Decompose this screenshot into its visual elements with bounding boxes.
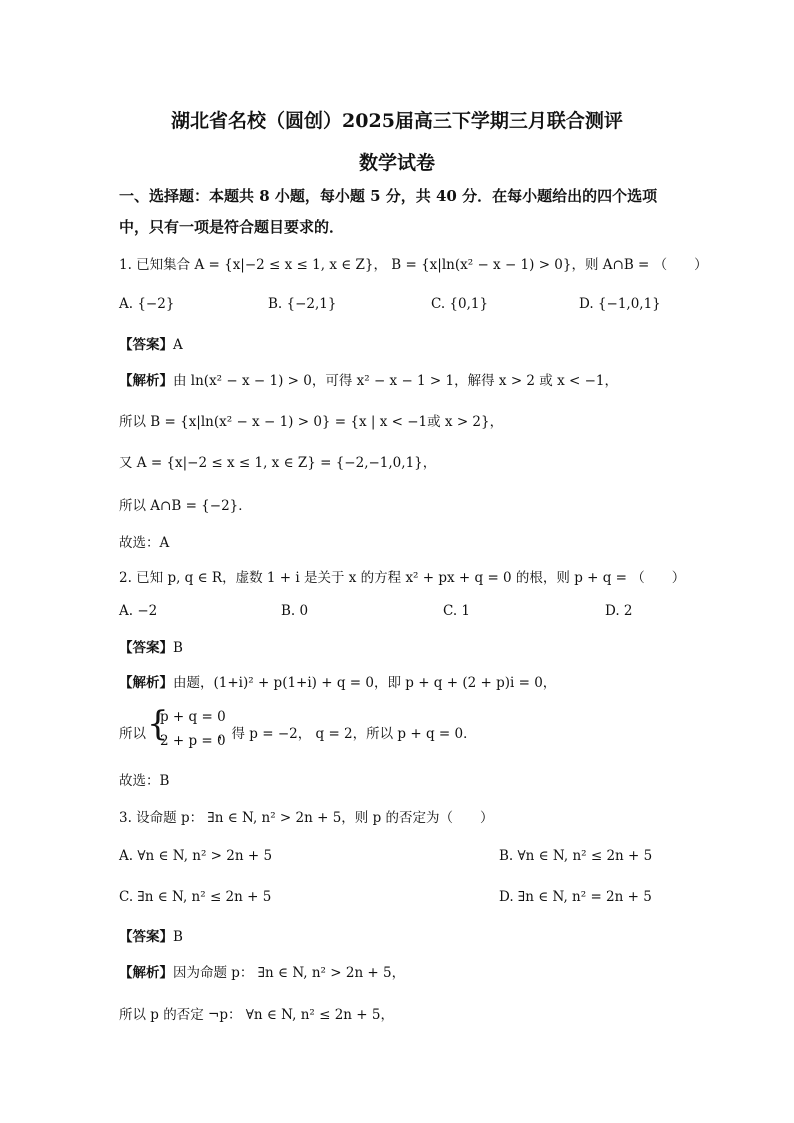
q3-analysis-line2: 所以 p 的否定 ¬p： ∀n ∈ N, n² ≤ 2n + 5， bbox=[119, 1007, 394, 1023]
analysis-label: 【解析】 bbox=[119, 965, 173, 981]
document-title: 湖北省名校（圆创）2025届高三下学期三月联合测评 bbox=[171, 110, 623, 132]
q2-answer bbox=[119, 636, 183, 656]
q2-option-b: B. 0 bbox=[281, 603, 309, 619]
q2-option-c: C. 1 bbox=[443, 603, 471, 619]
answer-value: B bbox=[173, 929, 183, 945]
q2-system-result: ，得 p = −2， q = 2，所以 p + q = 0． bbox=[218, 726, 477, 742]
q3-option-a: A. ∀n ∈ N, n² > 2n + 5 bbox=[119, 848, 273, 864]
answer-label: 【答案】 bbox=[119, 640, 173, 656]
answer-value: A bbox=[173, 337, 183, 353]
q2-system-row2: 2 + p = 0 bbox=[160, 733, 226, 749]
analysis-text: 因为命题 p： ∃n ∈ N, n² > 2n + 5， bbox=[173, 965, 406, 981]
q2-stem: 2. 已知 p, q ∈ R，虚数 1 + i 是关于 x 的方程 x² + px + q = 0 的根，则 p + q = （ ） bbox=[119, 570, 686, 586]
q1-option-c: C. {0,1} bbox=[431, 296, 489, 312]
q3-option-b: B. ∀n ∈ N, n² ≤ 2n + 5 bbox=[499, 848, 653, 864]
q2-analysis-line1 bbox=[119, 671, 556, 691]
q1-choose: 故选：A bbox=[119, 535, 170, 551]
analysis-text: 由 ln(x² − x − 1) > 0，可得 x² − x − 1 > 1，解得 x > 2 或 x < −1， bbox=[173, 373, 619, 389]
section-heading-line2: 中，只有一项是符合题目要求的． bbox=[119, 218, 345, 236]
q1-option-d: D. {−1,0,1} bbox=[579, 296, 661, 312]
q3-answer bbox=[119, 925, 183, 945]
answer-label: 【答案】 bbox=[119, 929, 173, 945]
answer-value: B bbox=[173, 640, 183, 656]
q1-stem: 1. 已知集合 A = {x|−2 ≤ x ≤ 1, x ∈ Z}， B = {x|ln(x² − x − 1) > 0}，则 A∩B = （ ） bbox=[119, 257, 708, 273]
q3-analysis-line1 bbox=[119, 961, 405, 981]
section-heading-line1: 一、选择题：本题共 8 小题，每小题 5 分，共 40 分．在每小题给出的四个选项 bbox=[119, 187, 658, 205]
q1-analysis-line4: 所以 A∩B = {−2}． bbox=[119, 498, 252, 514]
q1-option-b: B. {−2,1} bbox=[268, 296, 337, 312]
q2-choose: 故选：B bbox=[119, 773, 170, 789]
q1-analysis-line1 bbox=[119, 369, 618, 389]
analysis-text: 由题，(1+i)² + p(1+i) + q = 0，即 p + q + (2 + p)i = 0， bbox=[173, 675, 557, 691]
q2-system-prefix: 所以 bbox=[119, 726, 146, 742]
q1-option-a: A. {−2} bbox=[119, 296, 175, 312]
q2-option-d: D. 2 bbox=[605, 603, 633, 619]
analysis-label: 【解析】 bbox=[119, 675, 173, 691]
analysis-label: 【解析】 bbox=[119, 373, 173, 389]
q3-stem: 3. 设命题 p： ∃n ∈ N, n² > 2n + 5，则 p 的否定为（ ） bbox=[119, 810, 494, 826]
q3-option-d: D. ∃n ∈ N, n² = 2n + 5 bbox=[499, 889, 652, 905]
document-subtitle: 数学试卷 bbox=[358, 152, 435, 174]
q2-system-row1: p + q = 0 bbox=[160, 709, 226, 725]
system-brace: { bbox=[147, 704, 169, 744]
q3-option-c: C. ∃n ∈ N, n² ≤ 2n + 5 bbox=[119, 889, 272, 905]
q1-analysis-line3: 又 A = {x|−2 ≤ x ≤ 1, x ∈ Z} = {−2,−1,0,1}， bbox=[119, 455, 437, 471]
answer-label: 【答案】 bbox=[119, 337, 173, 353]
q2-option-a: A. −2 bbox=[119, 603, 158, 619]
q1-analysis-line2: 所以 B = {x|ln(x² − x − 1) > 0} = {x | x < −1或 x > 2}， bbox=[119, 414, 504, 430]
q1-answer bbox=[119, 333, 183, 353]
